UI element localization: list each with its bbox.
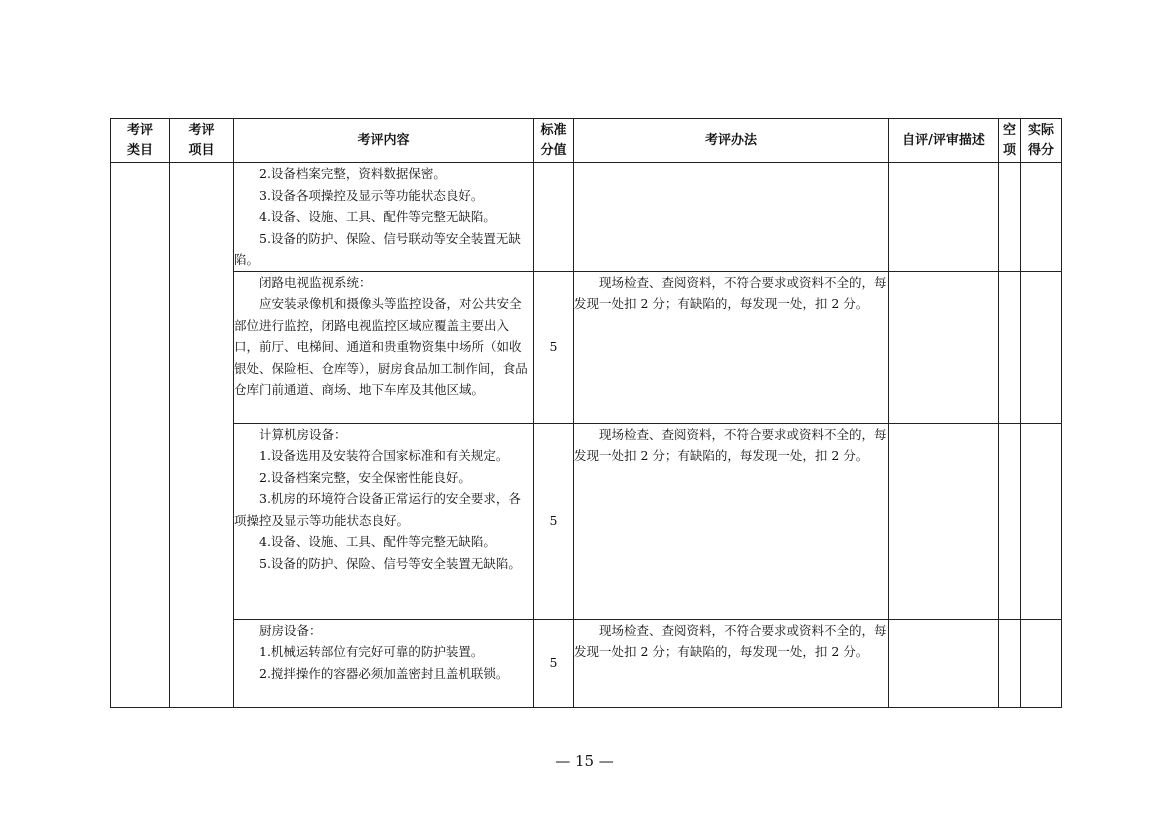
- table-row: [111, 619, 1062, 707]
- blank-cell: [999, 423, 1021, 619]
- header-category: 考评 类目: [111, 119, 170, 163]
- method-cell: 现场检查、查阅资料，不符合要求或资料不全的，每发现一处扣 2 分；有缺陷的，每发现一处，扣 2 分。: [574, 271, 889, 423]
- item-cell: [170, 163, 234, 708]
- blank-cell: [999, 271, 1021, 423]
- header-blank: 空 项: [999, 119, 1021, 163]
- score-cell: [534, 163, 574, 272]
- evaluation-table: [110, 118, 1062, 708]
- blank-cell: [999, 619, 1021, 707]
- header-row: [111, 119, 1062, 163]
- page-number: — 15 —: [555, 752, 614, 770]
- score-cell: 5: [534, 619, 574, 707]
- category-cell: [111, 163, 170, 708]
- actual-score-cell: [1021, 423, 1062, 619]
- method-cell: [574, 163, 889, 272]
- header-self-review: 自评/评审描述: [889, 119, 999, 163]
- score-cell: 5: [534, 423, 574, 619]
- self-review-cell: [889, 163, 999, 272]
- blank-cell: [999, 163, 1021, 272]
- self-review-cell: [889, 271, 999, 423]
- actual-score-cell: [1021, 271, 1062, 423]
- actual-score-cell: [1021, 163, 1062, 272]
- table-row: [111, 271, 1062, 423]
- header-method: 考评办法: [574, 119, 889, 163]
- header-item: 考评 项目: [170, 119, 234, 163]
- content-cell: 2.设备档案完整，资料数据保密。 3.设备各项操控及显示等功能状态良好。 4.设备、设施、工具、配件等完整无缺陷。 5.设备的防护、保险、信号联动等安全装置无缺陷。: [234, 163, 534, 272]
- method-cell: 现场检查、查阅资料，不符合要求或资料不全的，每发现一处扣 2 分；有缺陷的，每发现一处，扣 2 分。: [574, 423, 889, 619]
- content-cell: 厨房设备： 1.机械运转部位有完好可靠的防护装置。 2.搅拌操作的容器必须加盖密封且盖机联锁。: [234, 619, 534, 707]
- table-row: [111, 423, 1062, 619]
- content-cell: 计算机房设备： 1.设备选用及安装符合国家标准和有关规定。 2.设备档案完整，安全保密性能良好。 3.机房的环境符合设备正常运行的安全要求，各项操控及显示等功能状态良好。 4.设备、设施、工具、配件等完整无缺陷。 5.设备的防护、保险、信号等安全装置无缺陷。: [234, 423, 534, 619]
- self-review-cell: [889, 423, 999, 619]
- content-cell: 闭路电视监视系统： 应安装录像机和摄像头等监控设备，对公共安全部位进行监控，闭路电视监控区域应覆盖主要出入口，前厅、电梯间、通道和贵重物资集中场所（如收银处、保险柜、仓库等），厨房食品加工制作间，食品仓库门前通道、商场、地下车库及其他区域。: [234, 271, 534, 423]
- table-row: [111, 163, 1062, 272]
- method-cell: 现场检查、查阅资料，不符合要求或资料不全的，每发现一处扣 2 分；有缺陷的，每发现一处，扣 2 分。: [574, 619, 889, 707]
- header-actual: 实际 得分: [1021, 119, 1062, 163]
- score-cell: 5: [534, 271, 574, 423]
- header-content: 考评内容: [234, 119, 534, 163]
- self-review-cell: [889, 619, 999, 707]
- actual-score-cell: [1021, 619, 1062, 707]
- header-score: 标准 分值: [534, 119, 574, 163]
